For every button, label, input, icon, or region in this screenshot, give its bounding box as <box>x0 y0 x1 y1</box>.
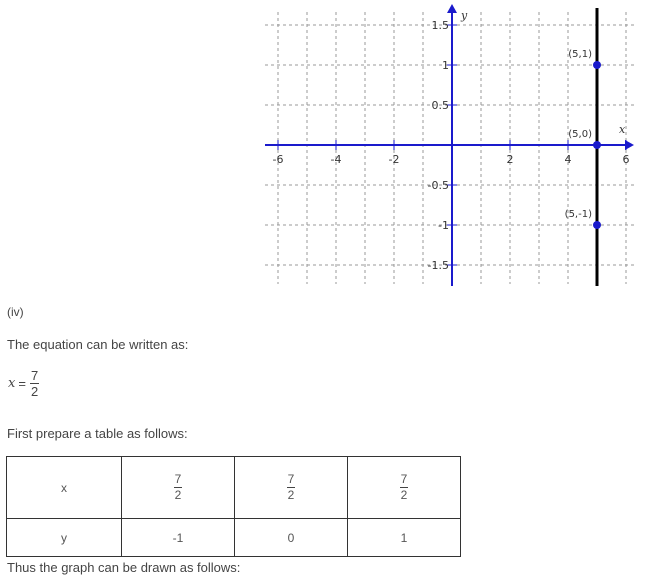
x-tick-label: 4 <box>564 153 572 166</box>
y-tick-label: 0.5 <box>431 99 449 112</box>
point-label: (5,-1) <box>564 209 592 220</box>
x-value-numerator: 7 <box>174 472 182 486</box>
x-tick-label: 2 <box>506 153 514 166</box>
point-marker <box>593 61 601 69</box>
values-table <box>6 456 461 557</box>
x-value-cell <box>235 457 348 519</box>
x-value-numerator: 7 <box>287 472 295 486</box>
x-value-denominator: 2 <box>400 488 408 502</box>
x-value-denominator: 2 <box>287 488 295 502</box>
part-label: (iv) <box>7 305 24 319</box>
equation-variable: x <box>8 376 16 391</box>
axes <box>265 4 634 286</box>
x-header-cell: x <box>7 457 122 519</box>
point-marker <box>593 141 601 149</box>
equation-numerator: 7 <box>30 368 39 383</box>
x-value-denominator: 2 <box>174 488 182 502</box>
y-tick-label: 1.5 <box>431 19 449 32</box>
x-tick-label: 6 <box>622 153 630 166</box>
x-value-fraction <box>287 473 296 502</box>
table-row-y <box>7 519 461 557</box>
y-tick-label: 1 <box>442 59 449 72</box>
equation-equals: = <box>18 376 26 391</box>
equation-fraction <box>30 369 39 398</box>
table-row-x <box>7 457 461 519</box>
point-label: (5,1) <box>568 49 592 60</box>
intro-text: The equation can be written as: <box>7 337 189 352</box>
y-axis-arrow <box>447 4 457 13</box>
y-value-cell: -1 <box>122 519 235 557</box>
point-marker <box>593 221 601 229</box>
x-axis-label: x <box>619 123 626 136</box>
x-value-cell <box>348 457 461 519</box>
outro-text: Thus the graph can be drawn as follows: <box>7 560 241 575</box>
table-intro-text: First prepare a table as follows: <box>7 426 188 441</box>
x-value-numerator: 7 <box>400 472 408 486</box>
x-tick-label: -2 <box>388 153 400 166</box>
y-header-cell: y <box>7 519 122 557</box>
y-tick-label: -0.5 <box>427 179 449 192</box>
x-value-cell <box>122 457 235 519</box>
x-value-fraction <box>400 473 409 502</box>
y-value-cell: 0 <box>235 519 348 557</box>
y-axis-label: y <box>461 9 468 22</box>
equation <box>8 369 39 398</box>
y-tick-label: -1.5 <box>427 259 449 272</box>
equation-denominator: 2 <box>30 384 39 399</box>
y-tick-label: -1 <box>438 219 449 232</box>
x-tick-label: -4 <box>330 153 342 166</box>
x-tick-label: -6 <box>272 153 284 166</box>
x-value-fraction <box>174 473 183 502</box>
y-value-cell: 1 <box>348 519 461 557</box>
point-label: (5,0) <box>568 129 592 140</box>
